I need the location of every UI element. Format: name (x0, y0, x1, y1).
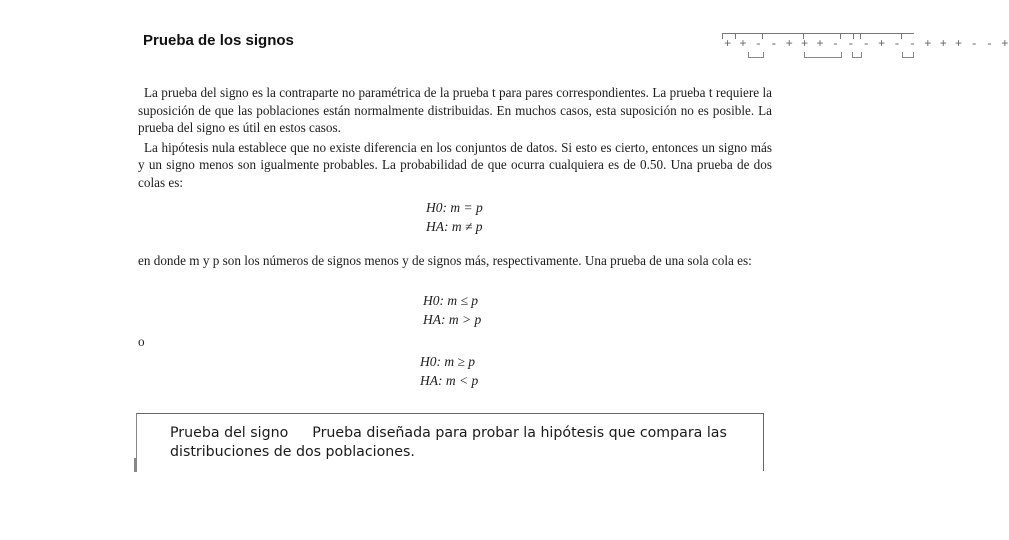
logo-sign-sequence: + + - - + + + - - - + - - + + + - - + (724, 37, 1009, 51)
formula-h0: H0: m ≥ p (420, 354, 476, 369)
formula-two-tailed (426, 198, 483, 236)
logo-bottom-bracket (852, 52, 862, 58)
logo-bottom-bracket (902, 52, 914, 58)
signs-logo (720, 33, 1009, 61)
formula-ha: HA: m > p (423, 312, 482, 327)
logo-bottom-bracket (804, 52, 842, 58)
paragraph-intro: La prueba del signo es la contraparte no paramétrica de la prueba t para pares correspondientes. La prueba t requiere la suposición de que las poblaciones están normalmente distribuidas. En muchos casos, esta suposición no es posible. La prueba del signo es útil en estos casos. (138, 85, 772, 135)
slide-title: Prueba de los signos (143, 32, 294, 49)
paragraph-null-hypothesis: La hipótesis nula establece que no existe diferencia en los conjuntos de datos. Si esto es cierto, entonces un signo más y un signo menos son igualmente probables. La probabilidad de que ocurra cualquiera es de 0.50. Una prueba de dos colas es: (138, 139, 772, 190)
formula-h0: H0: m = p (426, 200, 483, 215)
definition-body: Prueba diseñada para probar la hipótesis que compara las distribuciones de dos poblaciones. (170, 425, 727, 460)
scanned-text-block (138, 84, 772, 191)
conjunction-or: o (138, 334, 145, 349)
scan-edge-mark (134, 458, 137, 472)
formula-ha: HA: m < p (420, 373, 479, 388)
formula-h0: H0: m ≤ p (423, 293, 479, 308)
definition-term: Prueba del signo (170, 425, 289, 441)
formula-ha: HA: m ≠ p (426, 219, 483, 234)
logo-bottom-bracket (748, 52, 764, 58)
definition-text (170, 424, 760, 462)
formula-one-tailed-a (423, 291, 481, 329)
formula-one-tailed-b (420, 352, 478, 390)
paragraph-one-tailed: en donde m y p son los números de signos menos y de signos más, respectivamente. Una prueba de una sola cola es: (138, 253, 752, 268)
